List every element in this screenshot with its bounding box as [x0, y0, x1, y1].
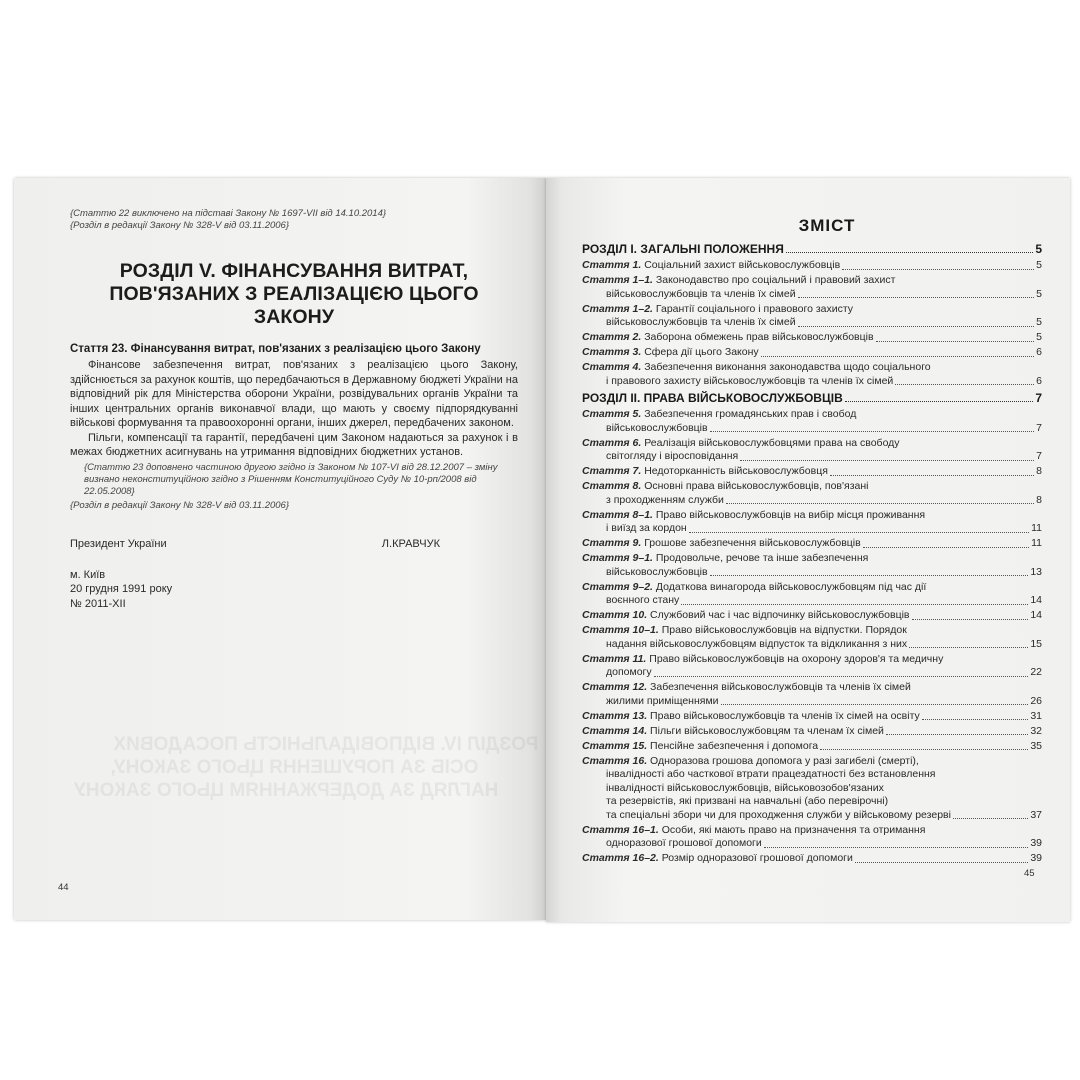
toc-dot-leader: [798, 297, 1035, 298]
toc-entry-line: [582, 795, 1042, 809]
toc-dot-leader: [740, 460, 1034, 461]
toc-dot-leader: [710, 431, 1035, 432]
toc-dot-leader: [764, 847, 1029, 848]
toc-dot-leader: [845, 401, 1034, 402]
toc-entry-text: Стаття 10. Службовий час і час відпочинку військовослужбовців: [582, 609, 910, 621]
toc-entry-label: Стаття 3.: [582, 346, 642, 358]
toc-entry-text: одноразової грошової допомоги: [606, 837, 762, 849]
toc-entry-line: [582, 509, 1042, 523]
toc-entry-page: 11: [1031, 522, 1042, 534]
toc-entry-page: 35: [1030, 739, 1042, 752]
toc-dot-leader: [761, 356, 1035, 357]
toc-entry-label: Стаття 1–1.: [582, 274, 653, 286]
toc-dot-leader: [830, 475, 1034, 476]
toc-entry-line: [582, 624, 1042, 638]
toc-entry-page: 37: [1030, 808, 1042, 821]
toc-entry-text: військовослужбовців та членів їх сімей: [606, 287, 796, 300]
toc-entry-text: Стаття 3. Сфера дії цього Закону: [582, 346, 759, 358]
toc-entry-text: світогляду і віросповідання: [606, 450, 739, 462]
toc-entry-text: військовослужбовців та членів їх сімей: [606, 316, 796, 328]
toc-dot-leader: [886, 734, 1028, 735]
page-number-right: 45: [1024, 868, 1035, 879]
toc-entry-label: Стаття 12.: [582, 681, 648, 693]
toc-entry-page: 6: [1036, 346, 1042, 358]
signature-title: Президент України: [70, 537, 167, 550]
toc-entry-text: воєнного стану: [606, 594, 680, 606]
toc-entry-label: Стаття 9.: [582, 537, 642, 549]
toc-part-page: 7: [1035, 391, 1042, 405]
toc-dot-leader: [681, 604, 1028, 605]
toc-part-heading: [582, 391, 1042, 405]
toc-entry-line: [582, 852, 1042, 866]
toc-entry-text: Стаття 1–1. Законодавство про соціальний і правовий захист: [582, 274, 896, 286]
left-page: [14, 178, 546, 920]
toc-entry-text: допомогу: [606, 666, 652, 678]
toc-entry-label: Стаття 9–1.: [582, 552, 653, 564]
toc-entry-label: Стаття 8.: [582, 480, 642, 492]
page-number-left: 44: [58, 882, 69, 893]
toc-entry-text: Стаття 9. Грошове забезпечення військовослужбовців: [582, 537, 861, 549]
toc-entry-text: Стаття 11. Право військовослужбовців на охорону здоров'я та медичну: [582, 652, 944, 665]
toc-entry-text: Стаття 2. Заборона обмежень прав військовослужбовців: [582, 331, 874, 343]
toc-entry-label: Стаття 2.: [582, 331, 642, 343]
toc-entry-label: Стаття 15.: [582, 739, 648, 752]
toc-entry-line: [582, 303, 1042, 317]
toc-entry-line: [582, 594, 1042, 608]
toc-entry: [582, 740, 1042, 754]
toc-entry-text: інвалідності або часткової втрати працездатності без встановлення: [606, 768, 936, 780]
toc-dot-leader: [855, 862, 1028, 863]
toc-dot-leader: [909, 647, 1028, 648]
toc-entry-text: Стаття 15. Пенсійне забезпечення і допомога: [582, 739, 819, 752]
toc-entry-line: [582, 755, 1042, 769]
toc-entry-line: [582, 408, 1042, 422]
toc-entry: [582, 755, 1042, 823]
toc-entry-page: 14: [1030, 594, 1042, 606]
toc-entry-page: 22: [1030, 666, 1042, 678]
signature-name: Л.КРАВЧУК: [381, 537, 440, 550]
place-city: м. Київ: [70, 568, 106, 581]
toc-entry-label: Стаття 11.: [582, 652, 647, 665]
toc-entry-line: [582, 480, 1042, 494]
toc-entry-label: Стаття 1–2.: [582, 302, 653, 315]
toc-entry-text: Стаття 16–2. Розмір одноразової грошової допомоги: [582, 852, 853, 864]
law-number: № 2011-XII: [70, 597, 126, 610]
toc-entry: [582, 303, 1042, 330]
toc-dot-leader: [726, 503, 1034, 504]
toc-dot-leader: [820, 749, 1028, 750]
toc-entry-label: Стаття 7.: [582, 465, 642, 477]
toc-entry-label: Стаття 9–2.: [582, 580, 653, 593]
toc-dot-leader: [912, 619, 1029, 620]
toc-entry-text: та резервістів, які призвані на навчальні (або перевірочні): [606, 795, 889, 807]
toc-entry: [582, 852, 1042, 866]
toc-entry-line: [582, 581, 1042, 595]
toc-entry-text: Стаття 9–2. Додаткова винагорода військовослужбовцям під час дії: [582, 580, 927, 593]
toc-dot-leader: [876, 341, 1035, 342]
toc-entry-line: [582, 537, 1042, 551]
toc-entry: [582, 274, 1042, 301]
toc-entry-label: Стаття 16–1.: [582, 823, 659, 836]
toc-entry-line: [582, 768, 1042, 782]
toc-entry-label: Стаття 4.: [582, 361, 642, 373]
toc-entry-label: Стаття 8–1.: [582, 508, 653, 521]
toc-part-page: 5: [1035, 242, 1042, 256]
section-5-title-line1: РОЗДІЛ V. ФІНАНСУВАННЯ ВИТРАТ,: [119, 260, 469, 282]
toc-entry-page: 5: [1036, 331, 1042, 343]
toc-entry-label: Стаття 16–2.: [582, 852, 659, 864]
toc-entry: [582, 552, 1042, 579]
toc-entry-label: Стаття 16.: [582, 754, 648, 767]
note-section-edition: {Розділ в редакції Закону № 328-V від 03.11.2006}: [70, 220, 290, 231]
toc-entry-page: 31: [1030, 709, 1042, 722]
toc-entry-page: 11: [1031, 537, 1042, 549]
toc-entry-line: [582, 331, 1042, 345]
toc-entry-label: Стаття 13.: [582, 709, 648, 722]
toc-entry-text: Стаття 4. Забезпечення виконання законодавства щодо соціального: [582, 361, 931, 373]
toc-entry: [582, 437, 1042, 464]
toc-entry-text: Стаття 16–1. Особи, які мають право на призначення та отримання: [582, 823, 926, 836]
toc-entry-label: Стаття 10.: [582, 609, 648, 621]
open-booklet: [14, 178, 1072, 924]
toc-entry-text: і правового захисту військовослужбовців та членів їх сімей: [606, 374, 894, 387]
toc-entry: [582, 824, 1042, 851]
show-through-text: РОЗДІЛ IV. ВІДПОВІДАЛЬНІСТЬ ПОСАДОВИХ ОСІБ ЗА ПОРУШЕННЯ ЦЬОГО ЗАКОНУ, НАГЛЯД ЗА ДОДЕРЖАННЯМ ЦЬОГО ЗАКОНУ: [74, 734, 539, 801]
toc-part-heading: [582, 242, 1042, 256]
amendment-note-1: {Статтю 23 доповнено частиною другою згідно із Законом № 107-VI від 28.12.2007 – зміну визнано неконституційною згідно з Рішенням Конституційного Суду № 10-рп/2008 від 22.05.2008}: [84, 461, 498, 497]
toc-entry-line: [582, 346, 1042, 360]
toc-entry-text: Стаття 6. Реалізація військовослужбовцями права на свободу: [582, 436, 900, 449]
toc-entry-line: [582, 552, 1042, 566]
toc-dot-leader: [895, 384, 1034, 385]
toc-entry-text: Стаття 16. Одноразова грошова допомога у разі загибелі (смерті),: [582, 754, 919, 767]
toc-entry-page: 15: [1030, 637, 1042, 650]
toc-entry-line: [582, 653, 1042, 667]
toc-entry-text: Стаття 14. Пільги військовослужбовцям та членам їх сімей: [582, 724, 884, 737]
toc-entry-page: 5: [1036, 259, 1042, 271]
right-page: [546, 178, 1070, 922]
toc-entry-page: 39: [1030, 852, 1042, 864]
section-5-title-line2: ПОВ'ЯЗАНИХ З РЕАЛІЗАЦІЄЮ ЦЬОГО ЗАКОНУ: [109, 283, 479, 328]
toc-entry-line: [582, 465, 1042, 479]
toc-dot-leader: [654, 676, 1029, 677]
toc-entry-label: Стаття 10–1.: [582, 624, 659, 636]
toc-entry: [582, 408, 1042, 435]
toc-entry-text: з проходженням служби: [606, 493, 724, 506]
toc-entry-page: 26: [1030, 694, 1042, 707]
toc-entry: [582, 346, 1042, 360]
toc-entry-text: Стаття 8–1. Право військовослужбовців на вибір місця проживання: [582, 508, 926, 521]
toc-entry-line: [582, 824, 1042, 838]
toc-entry-page: 8: [1036, 493, 1042, 506]
toc-entry-text: військовослужбовців: [606, 421, 708, 434]
toc-entry: [582, 331, 1042, 345]
toc-entry-line: [582, 609, 1042, 623]
toc-dot-leader: [786, 252, 1033, 253]
toc-entry-page: 14: [1030, 609, 1042, 621]
toc-entry-text: військовослужбовців: [606, 565, 708, 578]
toc-entry-page: 7: [1036, 450, 1042, 462]
toc-entry: [582, 653, 1042, 680]
table-of-contents: [582, 216, 1042, 867]
toc-part-title: РОЗДІЛ ІІ. ПРАВА ВІЙСЬКОВОСЛУЖБОВЦІВ: [582, 391, 843, 405]
toc-entry-text: і виїзд за кордон: [606, 522, 687, 534]
toc-entry-line: [582, 666, 1042, 680]
toc-entry-text: та спеціальні збори чи для проходження служби у військовому резерві: [606, 808, 951, 821]
toc-title: ЗМІСТ: [798, 216, 856, 235]
toc-entry: [582, 710, 1042, 724]
toc-entry-line: [582, 437, 1042, 451]
toc-entry-text: Стаття 1–2. Гарантії соціального і правового захисту: [582, 302, 854, 315]
toc-entry-page: 7: [1036, 421, 1042, 434]
toc-entry-line: [582, 695, 1042, 709]
toc-entry-line: [582, 710, 1042, 724]
toc-entry-page: 6: [1036, 374, 1042, 387]
toc-entry-text: Стаття 9–1. Продовольче, речове та інше забезпечення: [582, 552, 869, 564]
toc-entry-line: [582, 566, 1042, 580]
toc-entry: [582, 624, 1042, 651]
toc-body: [582, 242, 1042, 866]
toc-entry-line: [582, 274, 1042, 288]
article-23-paragraph-1: Фінансове забезпечення витрат, пов'язаних з реалізацією цього Закону, здійснюється за рахунок коштів, що передбачаються в Державному бюджеті України на відповідний рік для Міністерства оборони України, розвідувальних органів України та інших центральних органів виконавчої влади, що мають у своєму підпорядкуванні військові формування та правоохоронні органи, інших джерел, передбачених законом.: [70, 359, 518, 429]
toc-dot-leader: [863, 547, 1029, 548]
toc-entry: [582, 509, 1042, 536]
toc-entry-page: 39: [1030, 837, 1042, 849]
toc-entry-page: 8: [1036, 465, 1042, 477]
toc-entry-label: Стаття 5.: [582, 408, 642, 420]
toc-entry-text: Стаття 5. Забезпечення громадянських прав і свобод: [582, 408, 857, 420]
toc-entry-text: надання військовослужбовцям відпусток та відкликання з них: [606, 637, 908, 650]
toc-entry-line: [582, 740, 1042, 754]
place-date: 20 грудня 1991 року: [70, 583, 173, 595]
toc-dot-leader: [842, 269, 1034, 270]
note-article-22: {Статтю 22 виключено на підставі Закону № 1697-VII від 14.10.2014}: [70, 208, 387, 219]
toc-entry-page: 5: [1036, 316, 1042, 328]
toc-entry-text: Стаття 12. Забезпечення військовослужбовців та членів їх сімей: [582, 681, 911, 693]
toc-entry-line: [582, 837, 1042, 851]
toc-entry: [582, 480, 1042, 507]
toc-entry-line: [582, 681, 1042, 695]
toc-entry-page: 32: [1030, 724, 1042, 737]
toc-entry-line: [582, 361, 1042, 375]
toc-entry-line: [582, 809, 1042, 823]
toc-entry-text: Стаття 13. Право військовослужбовців та членів їх сімей на освіту: [582, 709, 920, 722]
toc-entry-line: [582, 422, 1042, 436]
toc-entry-text: Стаття 10–1. Право військовослужбовців на відпустки. Порядок: [582, 624, 907, 636]
toc-entry: [582, 537, 1042, 551]
toc-dot-leader: [922, 719, 1029, 720]
toc-entry-line: [582, 522, 1042, 536]
toc-dot-leader: [798, 326, 1035, 327]
toc-entry-line: [582, 638, 1042, 652]
toc-entry-label: Стаття 1.: [582, 259, 642, 271]
toc-entry-text: інвалідності військовослужбовців, військовозобов'язаних: [606, 781, 884, 794]
toc-entry-line: [582, 450, 1042, 464]
toc-entry-text: Стаття 7. Недоторканність військовослужбовця: [582, 465, 828, 477]
toc-entry-line: [582, 259, 1042, 273]
amendment-note-2: {Розділ в редакції Закону № 328-V від 03.11.2006}: [70, 499, 290, 511]
toc-entry-line: [582, 316, 1042, 330]
left-page-content: [70, 208, 518, 611]
toc-entry: [582, 581, 1042, 608]
toc-entry: [582, 259, 1042, 273]
toc-entry-line: [582, 725, 1042, 739]
toc-entry-label: Стаття 6.: [582, 436, 642, 449]
toc-entry-line: [582, 288, 1042, 302]
toc-entry-line: [582, 375, 1042, 389]
toc-entry-line: [582, 782, 1042, 796]
toc-entry-text: Стаття 1. Соціальний захист військовослужбовців: [582, 259, 841, 271]
toc-dot-leader: [953, 818, 1028, 819]
toc-dot-leader: [689, 532, 1029, 533]
toc-entry-text: жилими приміщеннями: [606, 694, 719, 707]
toc-entry: [582, 681, 1042, 708]
toc-entry: [582, 465, 1042, 479]
toc-entry-line: [582, 494, 1042, 508]
toc-entry-page: 13: [1030, 565, 1042, 578]
article-23-paragraph-2: Пільги, компенсації та гарантії, передбачені цим Законом надаються за рахунок і в межах бюджетних асигнувань на утримання відповідних бюджетних установ.: [70, 431, 518, 458]
toc-entry-page: 5: [1036, 287, 1042, 300]
toc-entry: [582, 609, 1042, 623]
section-5-title: [70, 260, 518, 329]
place-date-block: [70, 568, 518, 612]
article-23-heading: Стаття 23. Фінансування витрат, пов'язаних з реалізацією цього Закону: [70, 343, 481, 355]
toc-part-title: РОЗДІЛ І. ЗАГАЛЬНІ ПОЛОЖЕННЯ: [582, 242, 784, 256]
signature-block: [70, 538, 518, 550]
toc-entry: [582, 725, 1042, 739]
toc-entry-label: Стаття 14.: [582, 724, 648, 737]
toc-entry-text: Стаття 8. Основні права військовослужбовців, пов'язані: [582, 480, 869, 492]
toc-entry: [582, 361, 1042, 388]
toc-dot-leader: [721, 704, 1029, 705]
toc-dot-leader: [710, 575, 1029, 576]
